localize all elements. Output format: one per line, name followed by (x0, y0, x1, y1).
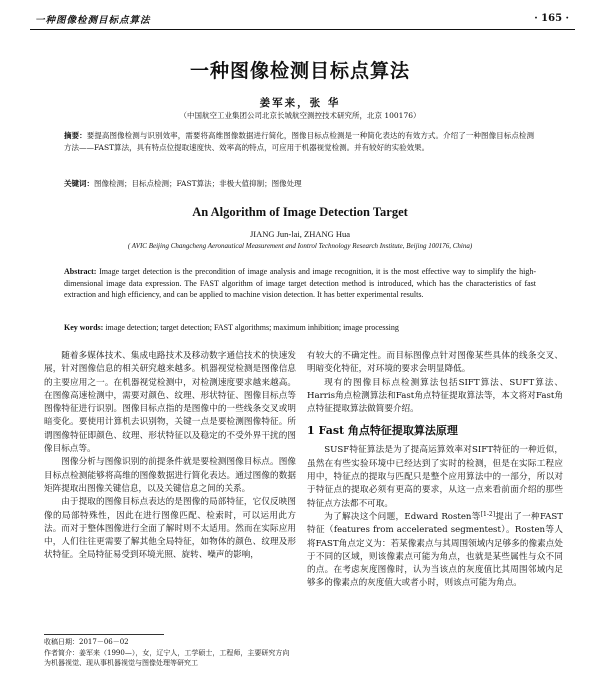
chinese-abstract-text: 要提高图像检测与识别效率，需要将高维图像数据进行简化，图像目标点检测是一种简化表达的有效方式。介绍了一种图像目标点检测方法——FAST算法，具有特点位提取速度快、效率高的特点，可应用于机器视觉检测。并有较好的实验效果。 (64, 131, 535, 152)
body-paragraph: 现有的图像目标点检测算法包括SIFT算法、SUFT算法、Harris角点检测算法和Fast角点特征提取算法等，本文将对Fast角点特征提取算法做简要介绍。 (307, 377, 563, 415)
english-authors: JIANG Jun-lai, ZHANG Hua (249, 229, 351, 239)
body-paragraph: 随着多媒体技术、集成电路技术及移动数字通信技术的快速发展，针对图像信息的相关研究越来越多。机器视觉检测是图像信息的主要应用之一。在机器视觉检测中，对检测速度要求越来越高。在图像高速检测中，需要对颜色、纹理、形状特征、图像目标点等图像特征进行识别。图像目标点指的是图像中的一些线条交叉或明暗变化。要使用计算机去识别物，关键一点是要检测图像特征。所谓图像特征即颜色、纹理、形状特征以及稳定的不受外界干扰的图像目标点等。 (44, 351, 296, 455)
english-keywords (64, 322, 536, 333)
paragraph-text: 为了解决这个问题，Edward Rosten等 (324, 511, 481, 522)
english-abstract-label: Abstract: (64, 267, 97, 276)
body-paragraph: 由于提取的图像目标点表达的是图像的局部特征，它仅反映图像的局部特殊性，因此在进行图像匹配、检索时，可以运用此方法。而对于整体图像进行全面了解时则不太适用。然而在实际应用中，人们往往更需要了解其他全局特征，如物体的颜色、纹理及形状特征。全局特征易受到环境光照、旋转、噪声的影响， (44, 497, 296, 561)
english-abstract-text: Image target detection is the precondition of image analysis and image recognition, it is the most effective way to simplify the high-dimensional image data expression. The FAST algorithm of image target detection method is introduced, which has the characteristics of fast extraction and high efficiency, and can be applied to machine vision detection. It has better experimental results. (64, 267, 536, 300)
english-keywords-label: Key words: (64, 323, 104, 332)
english-keywords-text: image detection; target detection; FAST algorithms; maximum inhibition; image processing (105, 323, 399, 332)
chinese-authors: 姜军来，张 华 (259, 97, 341, 109)
header-rule (30, 29, 575, 30)
body-right-column (307, 350, 563, 591)
english-affiliation: ( AVIC Beijing Changcheng Aeronautical Measurement and Iontrol Technology Research Institute, Beijing 100176, China) (127, 242, 473, 250)
body-paragraph: 有较大的不确定性。而目标图像点针对图像某些具体的线条交叉、明暗变化特征，对环境的要求会明显降低。 (307, 351, 563, 375)
chinese-abstract (64, 130, 534, 153)
page-number: · 165 · (534, 13, 569, 24)
chinese-keywords-label: 关键词： (64, 179, 94, 188)
paragraph-text: 提出了一种FAST特征（features from accelerated segmentest）。Rosten等人将FAST角点定义为：若某像素点与其周围领域内足够多的像素点处于不同的区域，则该像素点可能为角点，也就是某些属性与众不同的点。在考虑灰度图像时，认为当该点的灰度值比其周围邻域内足够多的像素点的灰度值大或者小时，则该点可能为角点。 (307, 511, 563, 589)
english-title: An Algorithm of Image Detection Target (192, 205, 408, 219)
chinese-title: 一种图像检测目标点算法 (189, 60, 410, 82)
footnote-rule (44, 634, 164, 635)
body-paragraph (307, 511, 563, 591)
chinese-keywords (64, 178, 534, 189)
received-date: 收稿日期：2017－06－02 (44, 638, 129, 646)
body-left-column (44, 350, 296, 563)
body-paragraph: 图像分析与图像识别的前提条件就是要检测图像目标点。图像目标点检测能够将高维的图像数据进行简化表达。通过图像的数据矩阵提取出图像关键信息，以及关键信息之间的关系。 (44, 457, 296, 494)
body-paragraph: SUSF特征算法是为了提高运算效率对SIFT特征的一种近似，虽然在有些实验环境中已经达到了实时的检测，但是在实际工程应用中，特征点的提取与匹配只是整个应用算法中的一部分，所以对于特征点的提取必须有更高的要求，从这一点来看前面介绍的那些特征点方法都不可取。 (307, 445, 563, 509)
footnote (44, 637, 296, 669)
chinese-abstract-label: 摘要： (64, 131, 87, 140)
running-header-title: 一种图像检测目标点算法 (35, 15, 151, 26)
english-abstract (64, 266, 536, 301)
author-bio: 作者简介：姜军来（1990—），女，辽宁人，工学硕士，工程师，主要研究方向为机器视觉、现从事机器视觉与图像处理等研究工 (44, 648, 290, 667)
chinese-keywords-text: 图像检测；目标点检测；FAST算法；非极大值抑制；图像处理 (94, 179, 302, 188)
section-heading: 1 Fast 角点特征提取算法原理 (307, 424, 458, 438)
chinese-affiliation: （中国航空工业集团公司北京长城航空测控技术研究所，北京 100176） (179, 111, 421, 120)
citation-ref: [1-2] (480, 510, 496, 518)
